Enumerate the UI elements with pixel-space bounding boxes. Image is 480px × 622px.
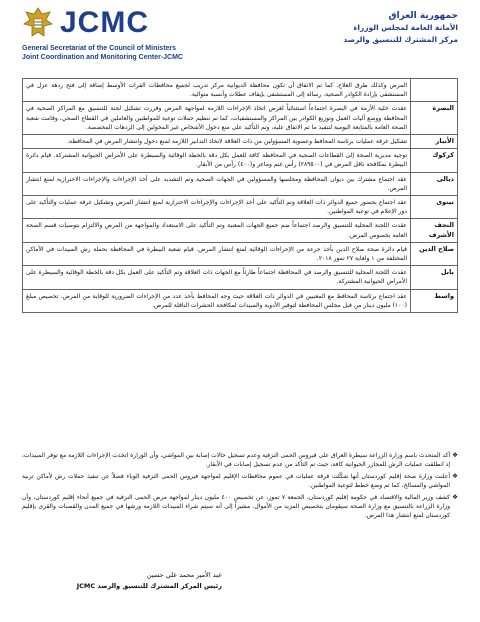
bullet-text: أكد المتحدث باسم وزارة الزراعة سيطرة العراق على فيروس الحمى النزفية وعدم تسجيل حالات إصابة بين المواشي، وأن الوزارة اتخذت الإجراءات اللازمة مع توفر المبيدات، إذ انطلقت عمليات الرش للمجازر الحيوانية كافة، حيث تم التأكد من عدم تسجيل إصابات في الأبقار. [22,452,450,469]
province-cell: كركوك [411,149,458,172]
province-cell: واسط [411,289,458,312]
action-text-cell: تشكيل غرفة عمليات برئاسة المحافظ وعضوية المسؤولين من ذات العلاقة لاتخاذ التدابير اللازمة لمنع دخول وانتشار المرض في المحافظة. [23,135,411,149]
list-item [22,472,458,491]
arabic-header-line-2: الأمانة العامة لمجلس الوزراء [353,23,458,32]
table-row [23,172,458,195]
iraq-emblem-icon [22,6,54,40]
action-text-cell: المرض وكذلك طرق العلاج. كما تم الاتفاق أن تكون محافظة الديوانية مركز تدريب لجميع محافظات الفرات الأوسط إضافة إلى فتح ردهة عزل في المستشفى بإرادة الكوادر الصحية. رسالة إلى المستشفى بإيقاف عطلات وأنسبة متوالية. [23,79,411,102]
subtitle-en-line-2: Joint Coordination and Monitoring Center-JCMC [22,54,183,61]
province-cell [411,79,458,102]
province-cell: النجف الأشرف [411,219,458,242]
list-item [22,451,458,470]
diamond-bullet-icon: ❖ [452,492,458,501]
table-row [23,102,458,135]
table-row [23,135,458,149]
list-item [22,493,458,521]
arabic-header-line-1: جمهورية العراق [388,11,458,21]
province-cell: ديالى [411,172,458,195]
arabic-header-line-3: مركز المشترك للتنسيق والرصد [343,35,458,44]
table-row [23,266,458,289]
bullet-notes [22,451,458,523]
table-row [23,149,458,172]
arabic-header [343,10,458,46]
provinces-table [22,78,458,313]
subtitle-en-line-1: General Secretariat of the Council of Ministers [22,45,177,52]
action-text-cell: عقدت اللجنة المحلية للتنسيق والرصد في المحافظة اجتماعاً طارئاً مع الجهات ذات العلاقة وتم التأكيد على العمل بكل دقة بالخطة الوقائية والسيطرة على الأمراض الحيوانية المشتركة. [23,266,411,289]
province-cell: صلاح الدين [411,242,458,265]
diamond-bullet-icon: ❖ [452,451,458,459]
action-text-cell: قيام دائرة صحة صلاح الدين بأخذ جرعة من الإجراءات الوقائية لمنع انتشار المرض. قيام شعبة البيطرة في المحافظة بحملة رش المبيدات في الأماكن المختلفة من ١ ولغاية ٢٧ تموز ٢٠١٨. [23,242,411,265]
province-cell: بابل [411,266,458,289]
brand-logo-text: JCMC [60,6,150,39]
table-row [23,219,458,242]
action-text-cell: عقد اجتماع مشترك بين ديوان المحافظة ومجلسها والمسؤولين في الجهات الصحية وتم التشديد على أخذ الإجراءات والإجراءات الاحترازية لمنع انتشار المرض. [23,172,411,195]
action-text-cell: توجيه مديرية الصحة إلى القطاعات الصحية في المحافظة كافة للعمل بكل دقة بالخطة الوقائية والسيطرة على الأمراض الحيوانية المشتركة. قيام دائرة البيطرة بمكافحة ناقل المرض في (٢٨٩٥٠٠) رأس غنم وماعز و(٤٠٠) رأس من الأبقار. [23,149,411,172]
table-row [23,242,458,265]
table-row [23,79,458,102]
diamond-bullet-icon: ❖ [452,471,458,480]
signatory-name: عبد الأمير محمد علي حسين [146,571,222,579]
bullet-text: كشف وزير المالية والاقتصاد في حكومة إقليم كوردستان، الجمعة ٧ تموز، عن تخصيص ٤٠٠ مليون دينار لمواجهة مرض الحمى النزفية في جميع أنحاء إقليم كوردستان، وأن وزارة الزراعة بالتنسيق مع وزارة الصحة سيقومان بتخصيص المزيد من الأموال. مشيراً إلى أنه سيتم شراء المبيدات اللازمة ورشها في جميع المدن والقصبات والقرى بإقليم كوردستان لمنع انتشار هذا المرض. [22,493,450,520]
subtitle-english [22,44,183,62]
action-text-cell: عقد اجتماع برئاسة المحافظ مع المعنيين في الدوائر ذات العلاقة حيث وجه المحافظ بأخذ عدد من الإجراءات الضرورية للوقاية من المرض. تخصيص مبلغ (١٠٠) مليون دينار من قبل مجلس المحافظة لتوفير الأدوية والمبيدات لمكافحة الحشرات الناقلة للمرض. [23,289,411,312]
table-row [23,196,458,219]
bullet-text: أعلنت وزارة صحة إقليم كوردستان أنها شكّلت فرقة عمليات في عموم محافظات الإقليم لمواجهة فيروس الحمى النزفية الوباء فضلاً عن تنفيذ حملات رش لأماكن تربية المواشي والمسالخ، كما تم وضع خطط لتوعية المواطنين. [22,472,450,490]
province-cell: نينوى [411,196,458,219]
province-cell: الأنبار [411,135,458,149]
table-row [23,289,458,312]
action-text-cell: عقد اجتماع بحضور جميع الدوائر ذات العلاقة وتم التأكيد على أخذ الإجراءات والإجراءات الاحترازية لمنع انتشار المرض وتشكيل غرفة عمليات والتأكيد على دور الإعلام في توعية المواطنين. [23,196,411,219]
signature-block [22,570,222,592]
signatory-title-text: رئيس المركز المشترك للتنسيق والرصد [97,582,222,590]
action-text-cell: عقدت اللجنة المحلية للتنسيق والرصد اجتماعاً ضم جميع الجهات المعنية وتم التأكيد على الاستعداد والمواجهة من المرض والالتزام بتوصيات قسم الصحة العامة بخصوص المرض. [23,219,411,242]
signatory-title [22,581,222,592]
signatory-brand: JCMC [76,582,96,590]
action-text-cell: عقدت خلية الأزمة في البصرة اجتماعاً استثنائياً لغرض اتخاذ الإجراءات اللازمة لمواجهة المرض وقررت تشكيل لجنة للتنسيق مع المراكز الصحية في المحافظة ووضع آليات العمل وتوزيع الكوادر بين المراكز والمستشفيات، كما تم تنظيم حملات توعية للمواطنين والعاملين في القطاع الصحي، وقامت شعبة الصحة العامة بالمتابعة اليومية لتنفيذ ما تم الاتفاق عليه، وتم التأكيد على منع دخول الأشخاص غير المخولين إلى الردهات المخصصة. [23,102,411,135]
province-cell: البصرة [411,102,458,135]
document-header [0,0,480,72]
